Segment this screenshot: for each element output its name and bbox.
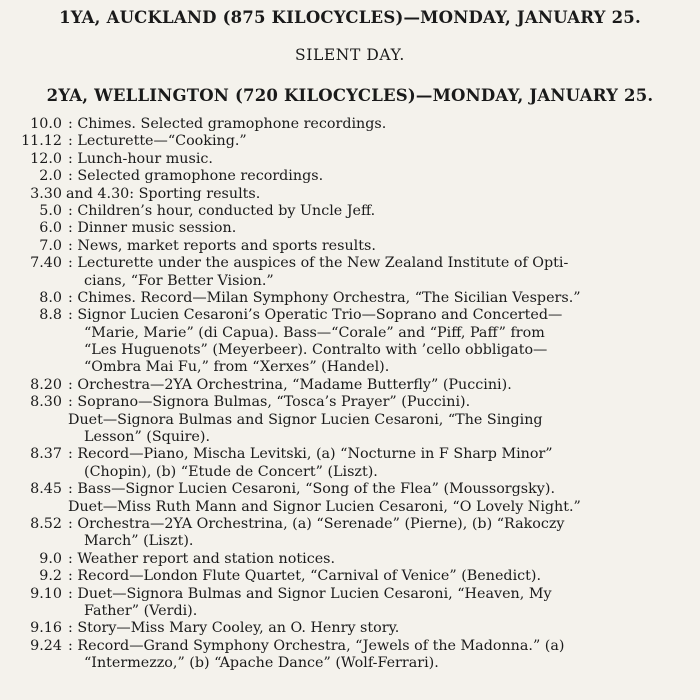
entry-time: 12.0 xyxy=(30,150,62,167)
programme-entry xyxy=(0,568,700,585)
programme-entry-continuation xyxy=(0,499,700,516)
programme-entry xyxy=(0,116,700,133)
programme-entry xyxy=(0,446,700,463)
programme-entry xyxy=(0,203,700,220)
programme-entry-continuation xyxy=(0,273,700,290)
programme-entry xyxy=(0,516,700,533)
entry-time: 6.0 xyxy=(39,220,62,237)
entry-description: cians, “For Better Vision.” xyxy=(84,272,274,289)
programme-entry xyxy=(0,551,700,568)
entry-description: : Chimes. Record—Milan Symphony Orchestra, “The Sicilian Vespers.” xyxy=(68,289,581,306)
entry-description: Father” (Verdi). xyxy=(84,602,198,619)
entry-time: 10.0 xyxy=(30,116,62,132)
programme-entry xyxy=(0,220,700,237)
programme-entry xyxy=(0,394,700,411)
entry-time: 9.16 xyxy=(30,620,62,637)
entry-description: : Lunch-hour music. xyxy=(68,150,213,167)
entry-description: (Chopin), (b) “Etude de Concert” (Liszt). xyxy=(84,463,378,480)
entry-description: “Intermezzo,” (b) “Apache Dance” (Wolf-Ferrari). xyxy=(84,655,439,672)
programme-entry-continuation xyxy=(0,412,700,429)
entry-description: Lesson” (Squire). xyxy=(84,429,211,446)
entry-time: 8.30 xyxy=(30,394,62,411)
entry-description: : Chimes. Selected gramophone recordings. xyxy=(68,116,387,132)
programme-entry-continuation xyxy=(0,655,700,672)
programme-entry-continuation xyxy=(0,429,700,446)
entry-time: 8.52 xyxy=(30,515,62,532)
silent-day-notice: SILENT DAY. xyxy=(295,46,405,64)
programme-entry xyxy=(0,238,700,255)
programme-entry xyxy=(0,481,700,498)
entry-description: : Soprano—Signora Bulmas, “Tosca’s Prayer” (Puccini). xyxy=(68,394,471,411)
entry-time: 8.20 xyxy=(30,376,62,393)
programme-entry-continuation xyxy=(0,325,700,342)
station-2ya-heading: 2YA, WELLINGTON (720 KILOCYCLES)—MONDAY, JANUARY 25. xyxy=(46,86,654,105)
programme-entry xyxy=(0,186,700,203)
entry-time: 7.40 xyxy=(30,255,62,272)
entry-time: 5.0 xyxy=(39,202,62,219)
entry-time: 9.0 xyxy=(39,550,62,567)
programme-entry xyxy=(0,586,700,603)
programme-entry xyxy=(0,638,700,655)
programme-schedule xyxy=(0,116,700,673)
programme-entry-continuation xyxy=(0,464,700,481)
entry-time: 9.24 xyxy=(30,637,62,654)
entry-time: 8.8 xyxy=(39,307,62,324)
programme-entry-continuation xyxy=(0,359,700,376)
entry-description: : News, market reports and sports results. xyxy=(68,237,376,254)
programme-entry xyxy=(0,307,700,324)
entry-time: 8.45 xyxy=(30,481,62,498)
programme-entry xyxy=(0,133,700,150)
entry-description: : Story—Miss Mary Cooley, an O. Henry story. xyxy=(68,620,400,637)
entry-description: : Bass—Signor Lucien Cesaroni, “Song of the Flea” (Moussorgsky). xyxy=(68,481,555,498)
entry-description: “Les Huguenots” (Meyerbeer). Contralto with ’cello obbligato— xyxy=(84,342,548,359)
entry-time: 8.0 xyxy=(39,289,62,306)
programme-entry xyxy=(0,620,700,637)
entry-time: 2.0 xyxy=(39,168,62,185)
entry-description: : Children’s hour, conducted by Uncle Jeff. xyxy=(68,202,376,219)
entry-time: 3.30 xyxy=(30,185,62,202)
entry-description: : Duet—Signora Bulmas and Signor Lucien Cesaroni, “Heaven, My xyxy=(68,585,552,602)
entry-description: Duet—Miss Ruth Mann and Signor Lucien Cesaroni, “O Lovely Night.” xyxy=(68,498,581,515)
entry-time: 8.37 xyxy=(30,446,62,463)
programme-entry xyxy=(0,168,700,185)
programme-entry-continuation xyxy=(0,342,700,359)
entry-time: 11.12 xyxy=(21,133,62,150)
entry-description: Duet—Signora Bulmas and Signor Lucien Cesaroni, “The Singing xyxy=(68,411,543,428)
entry-time: 7.0 xyxy=(39,237,62,254)
entry-description: and 4.30: Sporting results. xyxy=(66,185,261,202)
entry-description: “Ombra Mai Fu,” from “Xerxes” (Handel). xyxy=(84,359,390,376)
programme-entry-continuation xyxy=(0,533,700,550)
programme-entry xyxy=(0,255,700,272)
entry-description: “Marie, Marie” (di Capua). Bass—“Corale” and “Piff, Paff” from xyxy=(84,324,545,341)
station-1ya-heading: 1YA, AUCKLAND (875 KILOCYCLES)—MONDAY, JANUARY 25. xyxy=(59,8,641,27)
entry-description: : Orchestra—2YA Orchestrina, (a) “Serenade” (Pierne), (b) “Rakoczy xyxy=(68,515,565,532)
entry-description: : Record—Piano, Mischa Levitski, (a) “Nocturne in F Sharp Minor” xyxy=(68,446,553,463)
entry-description: : Selected gramophone recordings. xyxy=(68,168,324,185)
entry-description: : Orchestra—2YA Orchestrina, “Madame Butterfly” (Puccini). xyxy=(68,376,512,393)
entry-time: 9.2 xyxy=(39,568,62,585)
entry-description: March” (Liszt). xyxy=(84,533,194,550)
entry-description: : Dinner music session. xyxy=(68,220,237,237)
entry-description: : Lecturette—“Cooking.” xyxy=(68,133,247,150)
entry-description: : Lecturette under the auspices of the New Zealand Institute of Opti- xyxy=(68,255,569,272)
programme-entry xyxy=(0,377,700,394)
programme-entry-continuation xyxy=(0,603,700,620)
entry-time: 9.10 xyxy=(30,585,62,602)
entry-description: : Record—Grand Symphony Orchestra, “Jewels of the Madonna.” (a) xyxy=(68,637,565,654)
entry-description: : Weather report and station notices. xyxy=(68,550,336,567)
programme-entry xyxy=(0,151,700,168)
entry-description: : Signor Lucien Cesaroni’s Operatic Trio—Soprano and Concerted— xyxy=(68,307,563,324)
entry-description: : Record—London Flute Quartet, “Carnival of Venice” (Benedict). xyxy=(68,568,542,585)
programme-entry xyxy=(0,290,700,307)
